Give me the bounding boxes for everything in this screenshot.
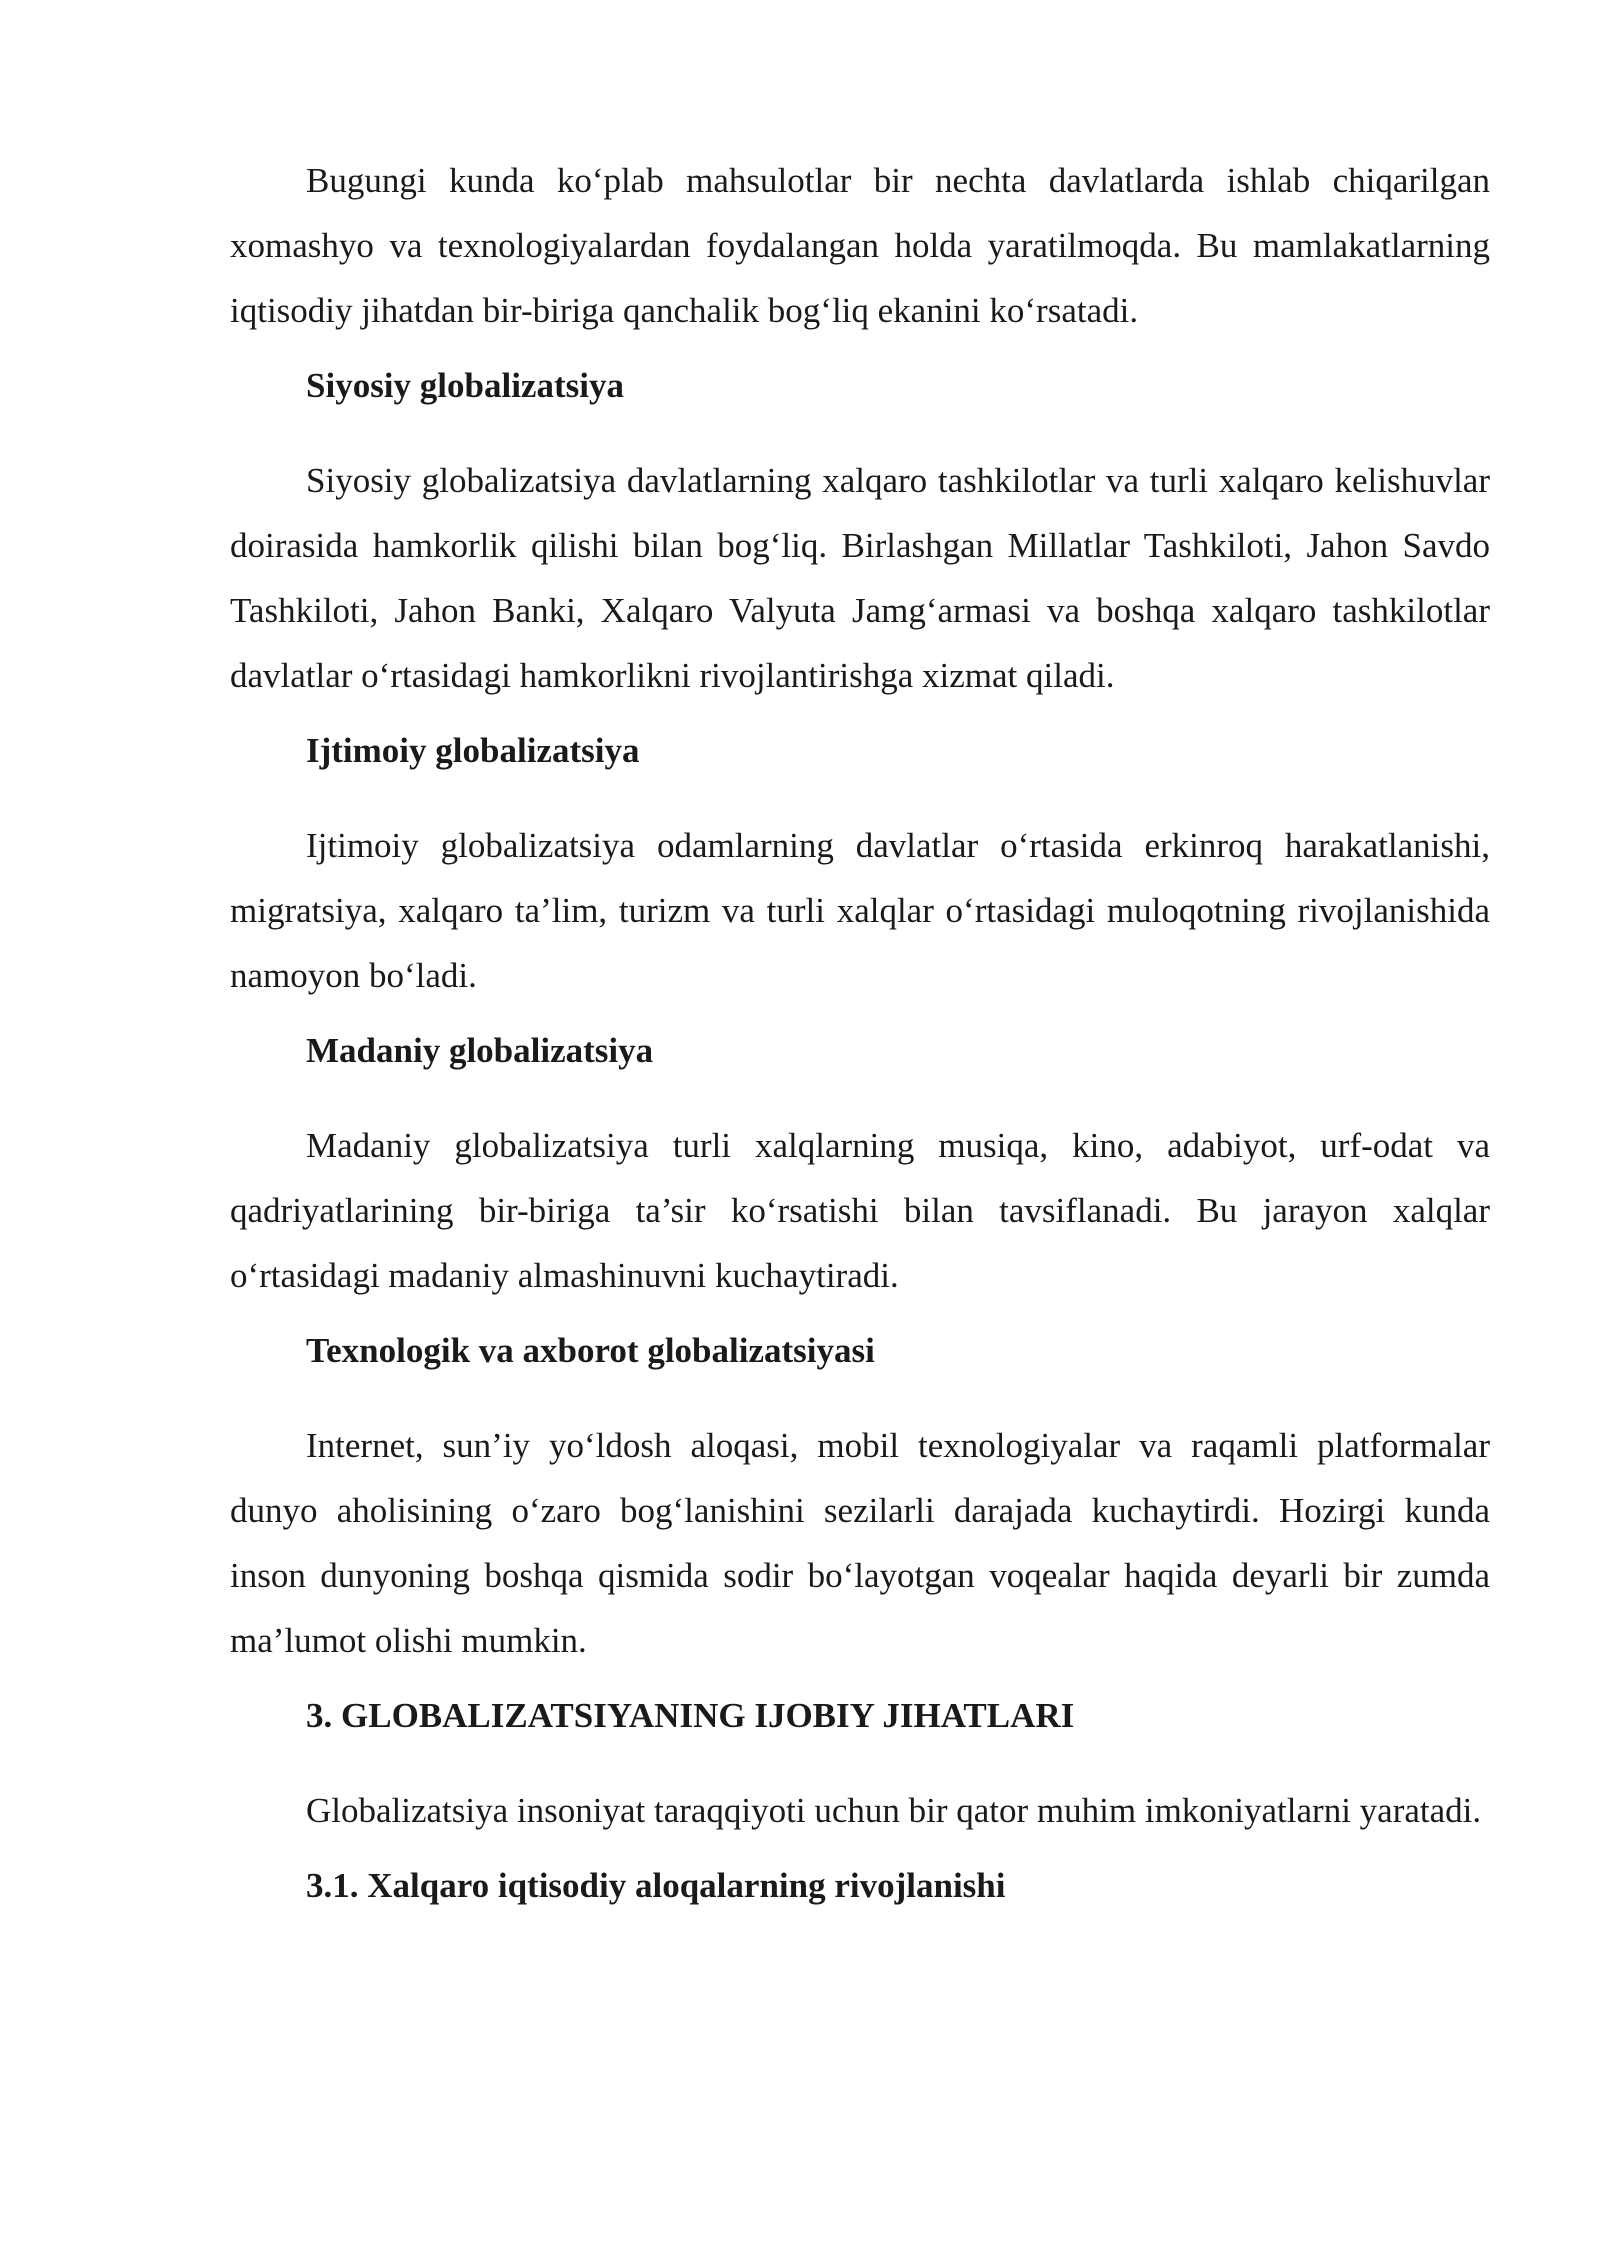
document-page bbox=[230, 148, 1490, 1948]
heading-social-globalization: Ijtimoiy globalizatsiya bbox=[306, 731, 640, 770]
paragraph-cultural-globalization: Madaniy globalizatsiya turli xalqlarning musiqa, kino, adabiyot, urf-odat va qadriyatlarining bir-biriga ta’sir ko‘rsatishi bilan tavsiflanadi. Bu jarayon xalqlar o‘rtasidagi madaniy almashinuvni kuchaytiradi. bbox=[230, 1126, 1490, 1295]
heading-section-3: 3. GLOBALIZATSIYANING IJOBIY JIHATLARI bbox=[306, 1696, 1075, 1735]
paragraph-tech-info-globalization: Internet, sun’iy yo‘ldosh aloqasi, mobil texnologiyalar va raqamli platformalar dunyo aholisining o‘zaro bog‘lanishini sezilarli darajada kuchaytirdi. Hozirgi kunda inson dunyoning boshqa qismida sodir bo‘layotgan voqealar haqida deyarli bir zumda ma’lumot olishi mumkin. bbox=[230, 1426, 1490, 1660]
heading-cultural-globalization: Madaniy globalizatsiya bbox=[306, 1031, 654, 1070]
heading-section-3-1: 3.1. Xalqaro iqtisodiy aloqalarning rivojlanishi bbox=[306, 1866, 1006, 1905]
paragraph-section-3: Globalizatsiya insoniyat taraqqiyoti uchun bir qator muhim imkoniyatlarni yaratadi. bbox=[306, 1791, 1482, 1830]
paragraph-intro: Bugungi kunda ko‘plab mahsulotlar bir nechta davlatlarda ishlab chiqarilgan xomashyo va texnologiyalardan foydalangan holda yaratilmoqda. Bu mamlakatlarning iqtisodiy jihatdan bir-biriga qanchalik bog‘liq ekanini ko‘rsatadi. bbox=[230, 161, 1490, 330]
paragraph-social-globalization: Ijtimoiy globalizatsiya odamlarning davlatlar o‘rtasida erkinroq harakatlanishi, migratsiya, xalqaro ta’lim, turizm va turli xalqlar o‘rtasidagi muloqotning rivojlanishida namoyon bo‘ladi. bbox=[230, 826, 1490, 995]
paragraph-political-globalization: Siyosiy globalizatsiya davlatlarning xalqaro tashkilotlar va turli xalqaro kelishuvlar doirasida hamkorlik qilishi bilan bog‘liq. Birlashgan Millatlar Tashkiloti, Jahon Savdo Tashkiloti, Jahon Banki, Xalqaro Valyuta Jamg‘armasi va boshqa xalqaro tashkilotlar davlatlar o‘rtasidagi hamkorlikni rivojlantirishga xizmat qiladi. bbox=[230, 461, 1490, 695]
heading-political-globalization: Siyosiy globalizatsiya bbox=[306, 366, 624, 405]
heading-tech-info-globalization: Texnologik va axborot globalizatsiyasi bbox=[306, 1331, 875, 1370]
